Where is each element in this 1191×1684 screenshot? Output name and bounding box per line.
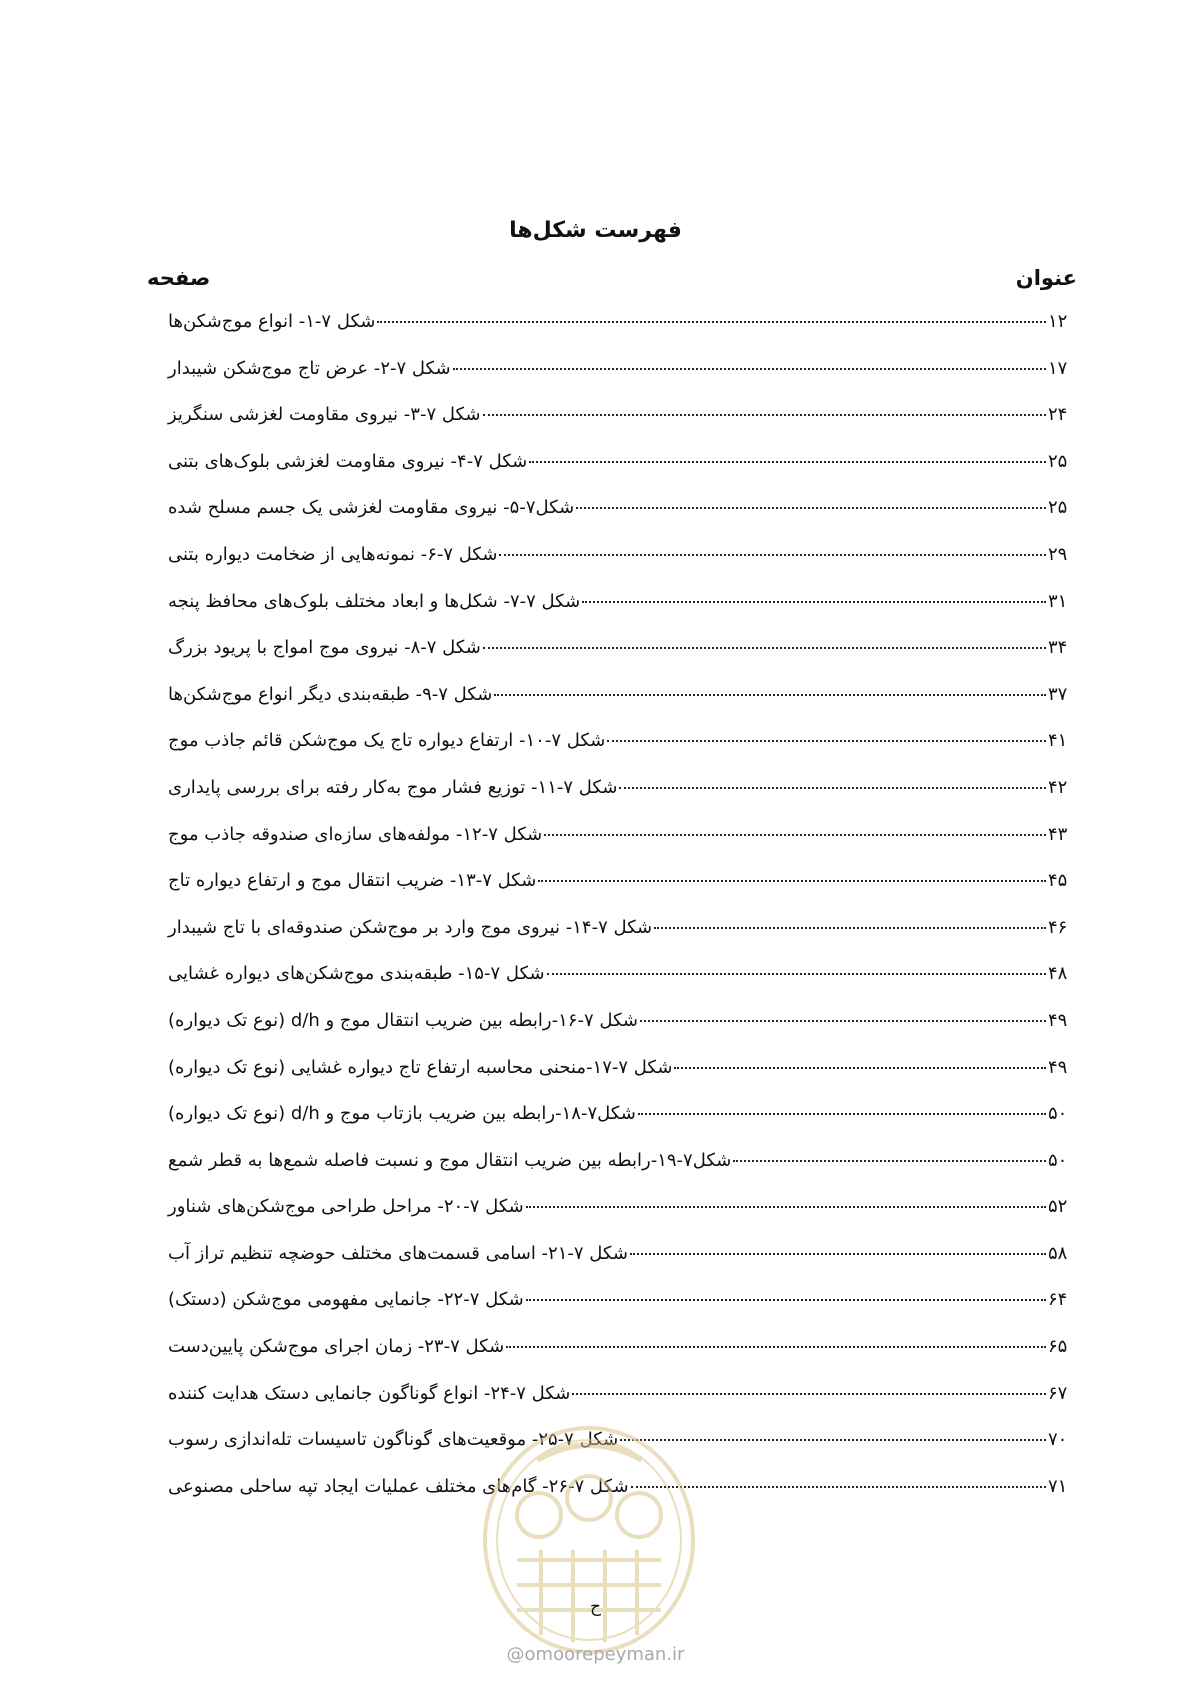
toc-entry-page: ۴۳ [1048,823,1068,845]
dot-leader [582,601,1046,603]
toc-entry-label: شکل۷-۵- نیروی مقاومت لغزشی یک جسم مسلح شده [168,497,575,519]
toc-entry-page: ۲۵ [1048,450,1068,472]
toc-entry-label: شکل ۷-۱۵- طبقه‌بندی موج‌شکن‌های دیواره غشایی [168,963,545,985]
toc-entry-page: ۴۹ [1048,1009,1068,1031]
toc-entry [168,870,1078,917]
toc-entry-label: شکل ۷-۱۶-رابطه بین ضریب انتقال موج و d/h (نوع تک دیواره) [168,1009,638,1031]
column-header-page: صفحه [147,266,211,290]
dot-leader [547,973,1046,975]
figure-list [168,311,1078,1522]
dot-leader [607,740,1046,742]
dot-leader [630,1253,1046,1255]
toc-entry [168,963,1078,1010]
dot-leader [733,1160,1046,1162]
toc-entry [168,311,1078,358]
toc-entry-label: شکل ۷-۱۳- ضریب انتقال موج و ارتفاع دیواره تاج [168,870,537,892]
toc-entry [168,358,1078,405]
dot-leader [619,787,1046,789]
toc-entry-page: ۷۱ [1048,1475,1068,1497]
toc-entry [168,684,1078,731]
dot-leader [494,694,1046,696]
toc-entry-page: ۴۵ [1048,870,1068,892]
dot-leader [506,1346,1046,1348]
toc-entry-page: ۱۲ [1048,311,1068,332]
toc-entry [168,1103,1078,1150]
dot-leader [638,1113,1046,1115]
toc-entry [168,1010,1078,1057]
toc-entry [168,1243,1078,1290]
dot-leader [483,647,1046,649]
dot-leader [526,1206,1046,1208]
toc-entry-page: ۱۷ [1048,357,1068,379]
dot-leader [529,461,1046,463]
toc-entry-label: شکل ۷-۸- نیروی موج امواج با پریود بزرگ [168,637,481,659]
toc-entry-label: شکل ۷-۳- نیروی مقاومت لغزشی سنگریز [168,404,481,426]
dot-leader [499,554,1046,556]
toc-entry-page: ۶۷ [1048,1382,1068,1404]
toc-entry [168,1057,1078,1104]
toc-entry-label: شکل ۷-۲۲- جانمایی مفهومی موج‌شکن (دستک) [168,1289,524,1311]
toc-entry-page: ۵۰ [1048,1103,1068,1125]
toc-entry-label: شکل ۷-۱۱- توزیع فشار موج به‌کار رفته برای بررسی پایداری [168,776,618,798]
toc-entry-label: شکل ۷-۲۵- موقعیت‌های گوناگون تاسیسات تله‌اندازی رسوب [168,1429,619,1451]
toc-entry-label: شکل ۷-۴- نیروی مقاومت لغزشی بلوک‌های بتنی [168,450,528,472]
toc-entry-label: شکل ۷-۲۴- انواع گوناگون جانمایی دستک هدایت کننده [168,1382,571,1404]
toc-entry [168,1150,1078,1197]
toc-entry-label: شکل ۷-۶- نمونه‌هایی از ضخامت دیواره بتنی [168,543,498,565]
toc-entry-page: ۳۷ [1048,683,1068,705]
toc-entry-page: ۲۴ [1048,404,1068,426]
toc-entry-page: ۲۹ [1048,543,1068,565]
toc-entry-label: شکل ۷-۲- عرض تاج موج‌شکن شیبدار [168,357,451,379]
toc-entry-page: ۴۸ [1048,963,1068,985]
page-title: فهرست شکل‌ها [509,218,682,243]
toc-entry-page: ۴۱ [1048,730,1068,752]
toc-entry-page: ۵۰ [1048,1149,1068,1171]
dot-leader [453,368,1046,370]
dot-leader [544,834,1046,836]
toc-entry [168,591,1078,638]
toc-entry-page: ۳۱ [1048,590,1068,612]
toc-entry-label: شکل ۷-۲۰- مراحل طراحی موج‌شکن‌های شناور [168,1196,524,1218]
dot-leader [538,880,1046,882]
toc-entry-page: ۳۴ [1048,637,1068,659]
page-number: ح [590,1597,601,1617]
toc-entry-page: ۵۸ [1048,1242,1068,1264]
toc-entry [168,824,1078,871]
toc-entry-label: شکل ۷-۱۲- مولفه‌های سازه‌ای صندوقه جاذب موج [168,823,543,845]
toc-entry-label: شکل ۷-۱۰- ارتفاع دیواره تاج یک موج‌شکن قائم جاذب موج [168,730,606,752]
dot-leader [377,321,1046,323]
toc-entry-page: ۵۲ [1048,1196,1068,1218]
toc-entry-label: شکل۷-۱۹-رابطه بین ضریب انتقال موج و نسبت فاصله شمع‌ها به قطر شمع [168,1149,732,1171]
toc-entry-label: شکل ۷-۱- انواع موج‌شکن‌ها [168,311,376,332]
dot-leader [526,1299,1046,1301]
toc-entry-label: شکل ۷-۲۶- گام‌های مختلف عملیات ایجاد تپه ساحلی مصنوعی [168,1475,629,1497]
toc-entry [168,730,1078,777]
toc-entry [168,1289,1078,1336]
toc-entry-label: شکل ۷-۲۱- اسامی قسمت‌های مختلف حوضچه تنظیم تراز آب [168,1242,628,1264]
toc-entry-page: ۶۴ [1048,1289,1068,1311]
toc-entry [168,497,1078,544]
toc-entry [168,917,1078,964]
dot-leader [640,1020,1046,1022]
toc-entry [168,404,1078,451]
toc-entry-label: شکل ۷-۱۷-منحنی محاسبه ارتفاع تاج دیواره غشایی (نوع تک دیواره) [168,1056,673,1078]
toc-entry-label: شکل ۷-۱۴- نیروی موج وارد بر موج‌شکن صندوقه‌ای با تاج شیبدار [168,916,653,938]
dot-leader [572,1393,1046,1395]
toc-entry-page: ۲۵ [1048,497,1068,519]
toc-entry-label: شکل ۷-۲۳- زمان اجرای موج‌شکن پایین‌دست [168,1336,505,1358]
dot-leader [654,927,1046,929]
toc-entry [168,544,1078,591]
publisher-seal-icon [477,1420,702,1660]
toc-entry [168,1336,1078,1383]
website-watermark: @omoorepeyman.ir [506,1644,685,1665]
toc-entry [168,637,1078,684]
toc-entry-label: شکل ۷-۹- طبقه‌بندی دیگر انواع موج‌شکن‌ها [168,683,493,705]
toc-entry-page: ۴۶ [1048,916,1068,938]
column-header-title: عنوان [1015,266,1077,290]
dot-leader [483,414,1046,416]
toc-entry-page: ۴۹ [1048,1056,1068,1078]
toc-entry-page: ۶۵ [1048,1336,1068,1358]
toc-entry-label: شکل ۷-۷- شکل‌ها و ابعاد مختلف بلوک‌های محافظ پنجه [168,590,581,612]
toc-entry [168,777,1078,824]
dot-leader [576,507,1046,509]
toc-entry [168,451,1078,498]
toc-entry-label: شکل۷-۱۸-رابطه بین ضریب بازتاب موج و d/h (نوع تک دیواره) [168,1103,636,1125]
toc-entry-page: ۴۲ [1048,776,1068,798]
toc-entry-page: ۷۰ [1048,1429,1068,1451]
dot-leader [674,1067,1046,1069]
toc-entry [168,1196,1078,1243]
